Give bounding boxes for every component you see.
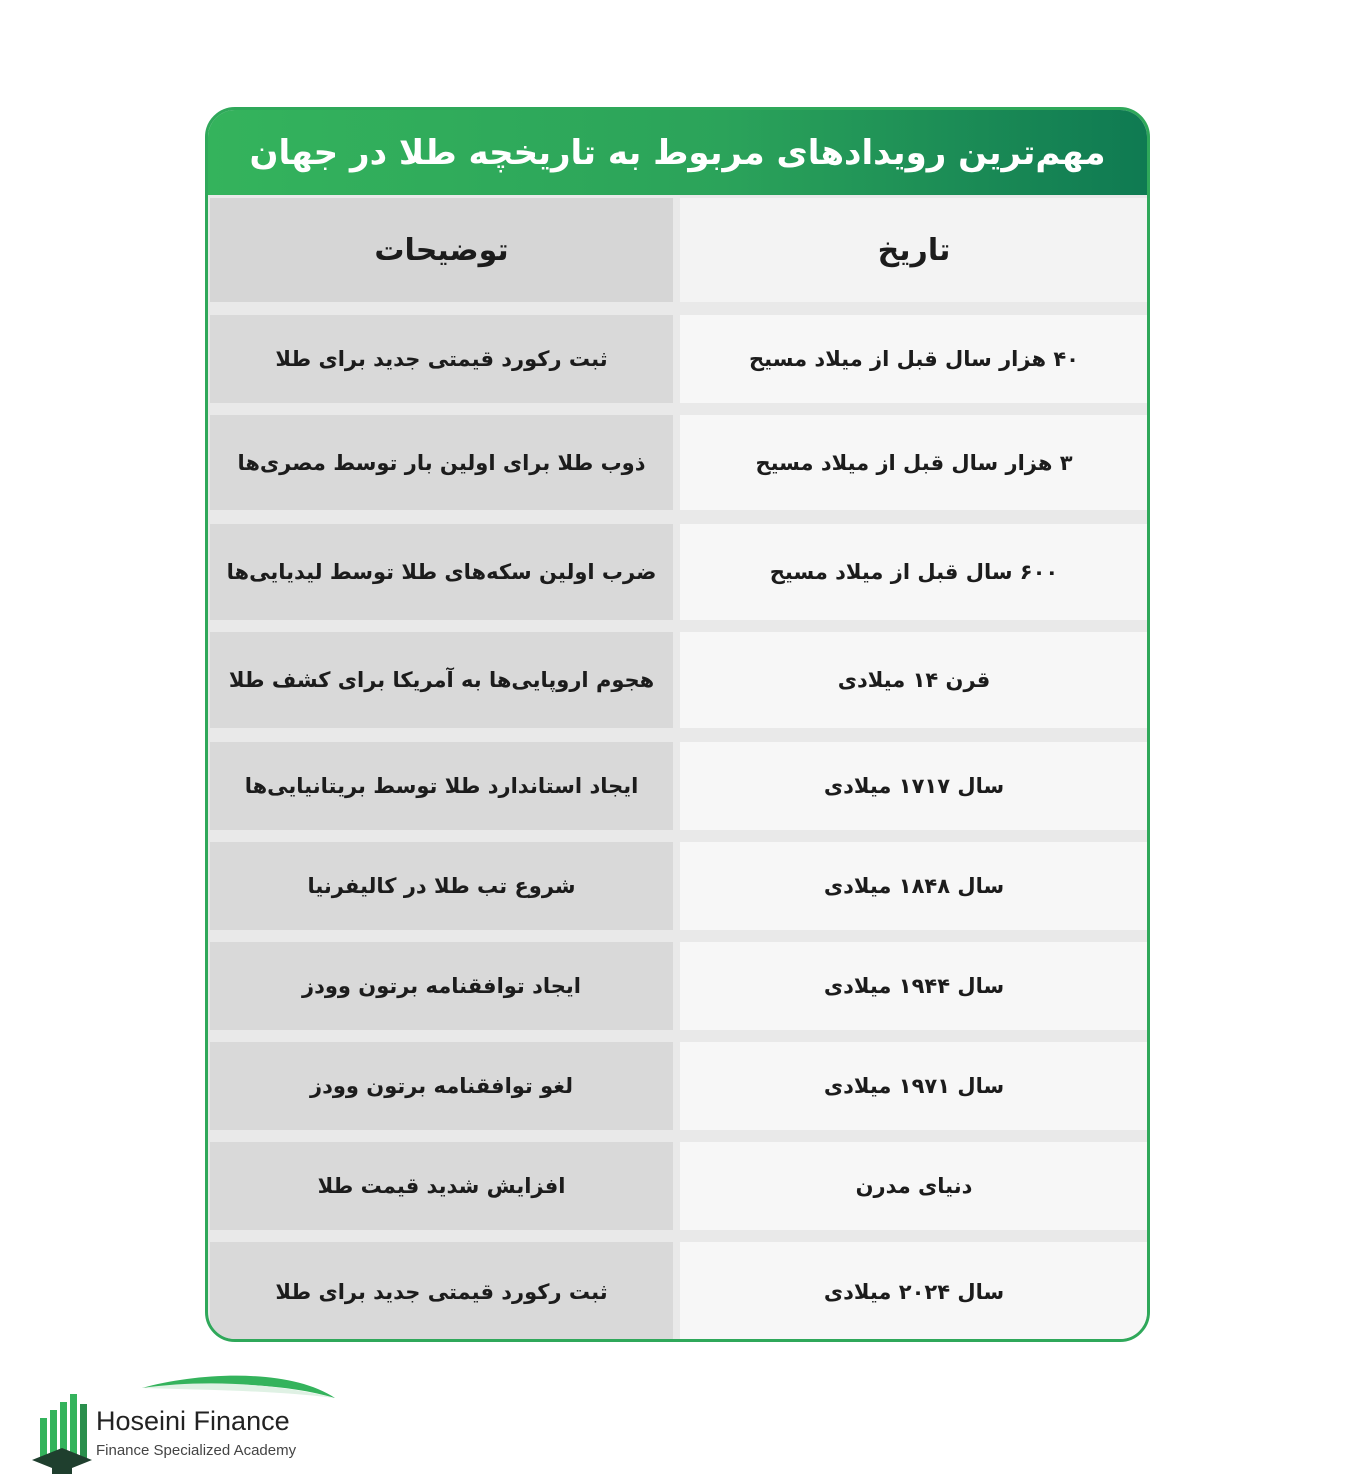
row-description: ضرب اولین سکه‌های طلا توسط لیدیایی‌ها (210, 524, 673, 620)
row-date: ۴۰ هزار سال قبل از میلاد مسیح (680, 315, 1148, 403)
row-description: ایجاد استاندارد طلا توسط بریتانیایی‌ها (210, 742, 673, 830)
row-description: ثبت رکورد قیمتی جدید برای طلا (210, 1242, 673, 1342)
row-date: سال ۱۹۴۴ میلادی (680, 942, 1148, 1030)
row-date: سال ۱۷۱۷ میلادی (680, 742, 1148, 830)
table-title-bar (208, 110, 1147, 195)
events-table-card (205, 107, 1150, 1342)
header-description: توضیحات (210, 198, 673, 302)
row-date: سال ۲۰۲۴ میلادی (680, 1242, 1148, 1342)
row-date: سال ۱۹۷۱ میلادی (680, 1042, 1148, 1130)
header-date: تاریخ (680, 198, 1148, 302)
row-description: ایجاد توافقنامه برتون وودز (210, 942, 673, 1030)
row-date: ۶۰۰ سال قبل از میلاد مسیح (680, 524, 1148, 620)
row-description: ذوب طلا برای اولین بار توسط مصری‌ها (210, 415, 673, 510)
row-description: هجوم اروپایی‌ها به آمریکا برای کشف طلا (210, 632, 673, 728)
row-date: سال ۱۸۴۸ میلادی (680, 842, 1148, 930)
row-date: قرن ۱۴ میلادی (680, 632, 1148, 728)
row-description: ثبت رکورد قیمتی جدید برای طلا (210, 315, 673, 403)
table-title: مهم‌ترین رویدادهای مربوط به تاریخچه طلا در جهان (249, 132, 1106, 173)
brand-logo (30, 1368, 350, 1478)
row-date: دنیای مدرن (680, 1142, 1148, 1230)
row-description: افزایش شدید قیمت طلا (210, 1142, 673, 1230)
row-description: شروع تب طلا در کالیفرنیا (210, 842, 673, 930)
row-date: ۳ هزار سال قبل از میلاد مسیح (680, 415, 1148, 510)
brand-tagline: Finance Specialized Academy (96, 1442, 297, 1459)
brand-name: Hoseini Finance (96, 1406, 290, 1436)
row-description: لغو توافقنامه برتون وودز (210, 1042, 673, 1130)
